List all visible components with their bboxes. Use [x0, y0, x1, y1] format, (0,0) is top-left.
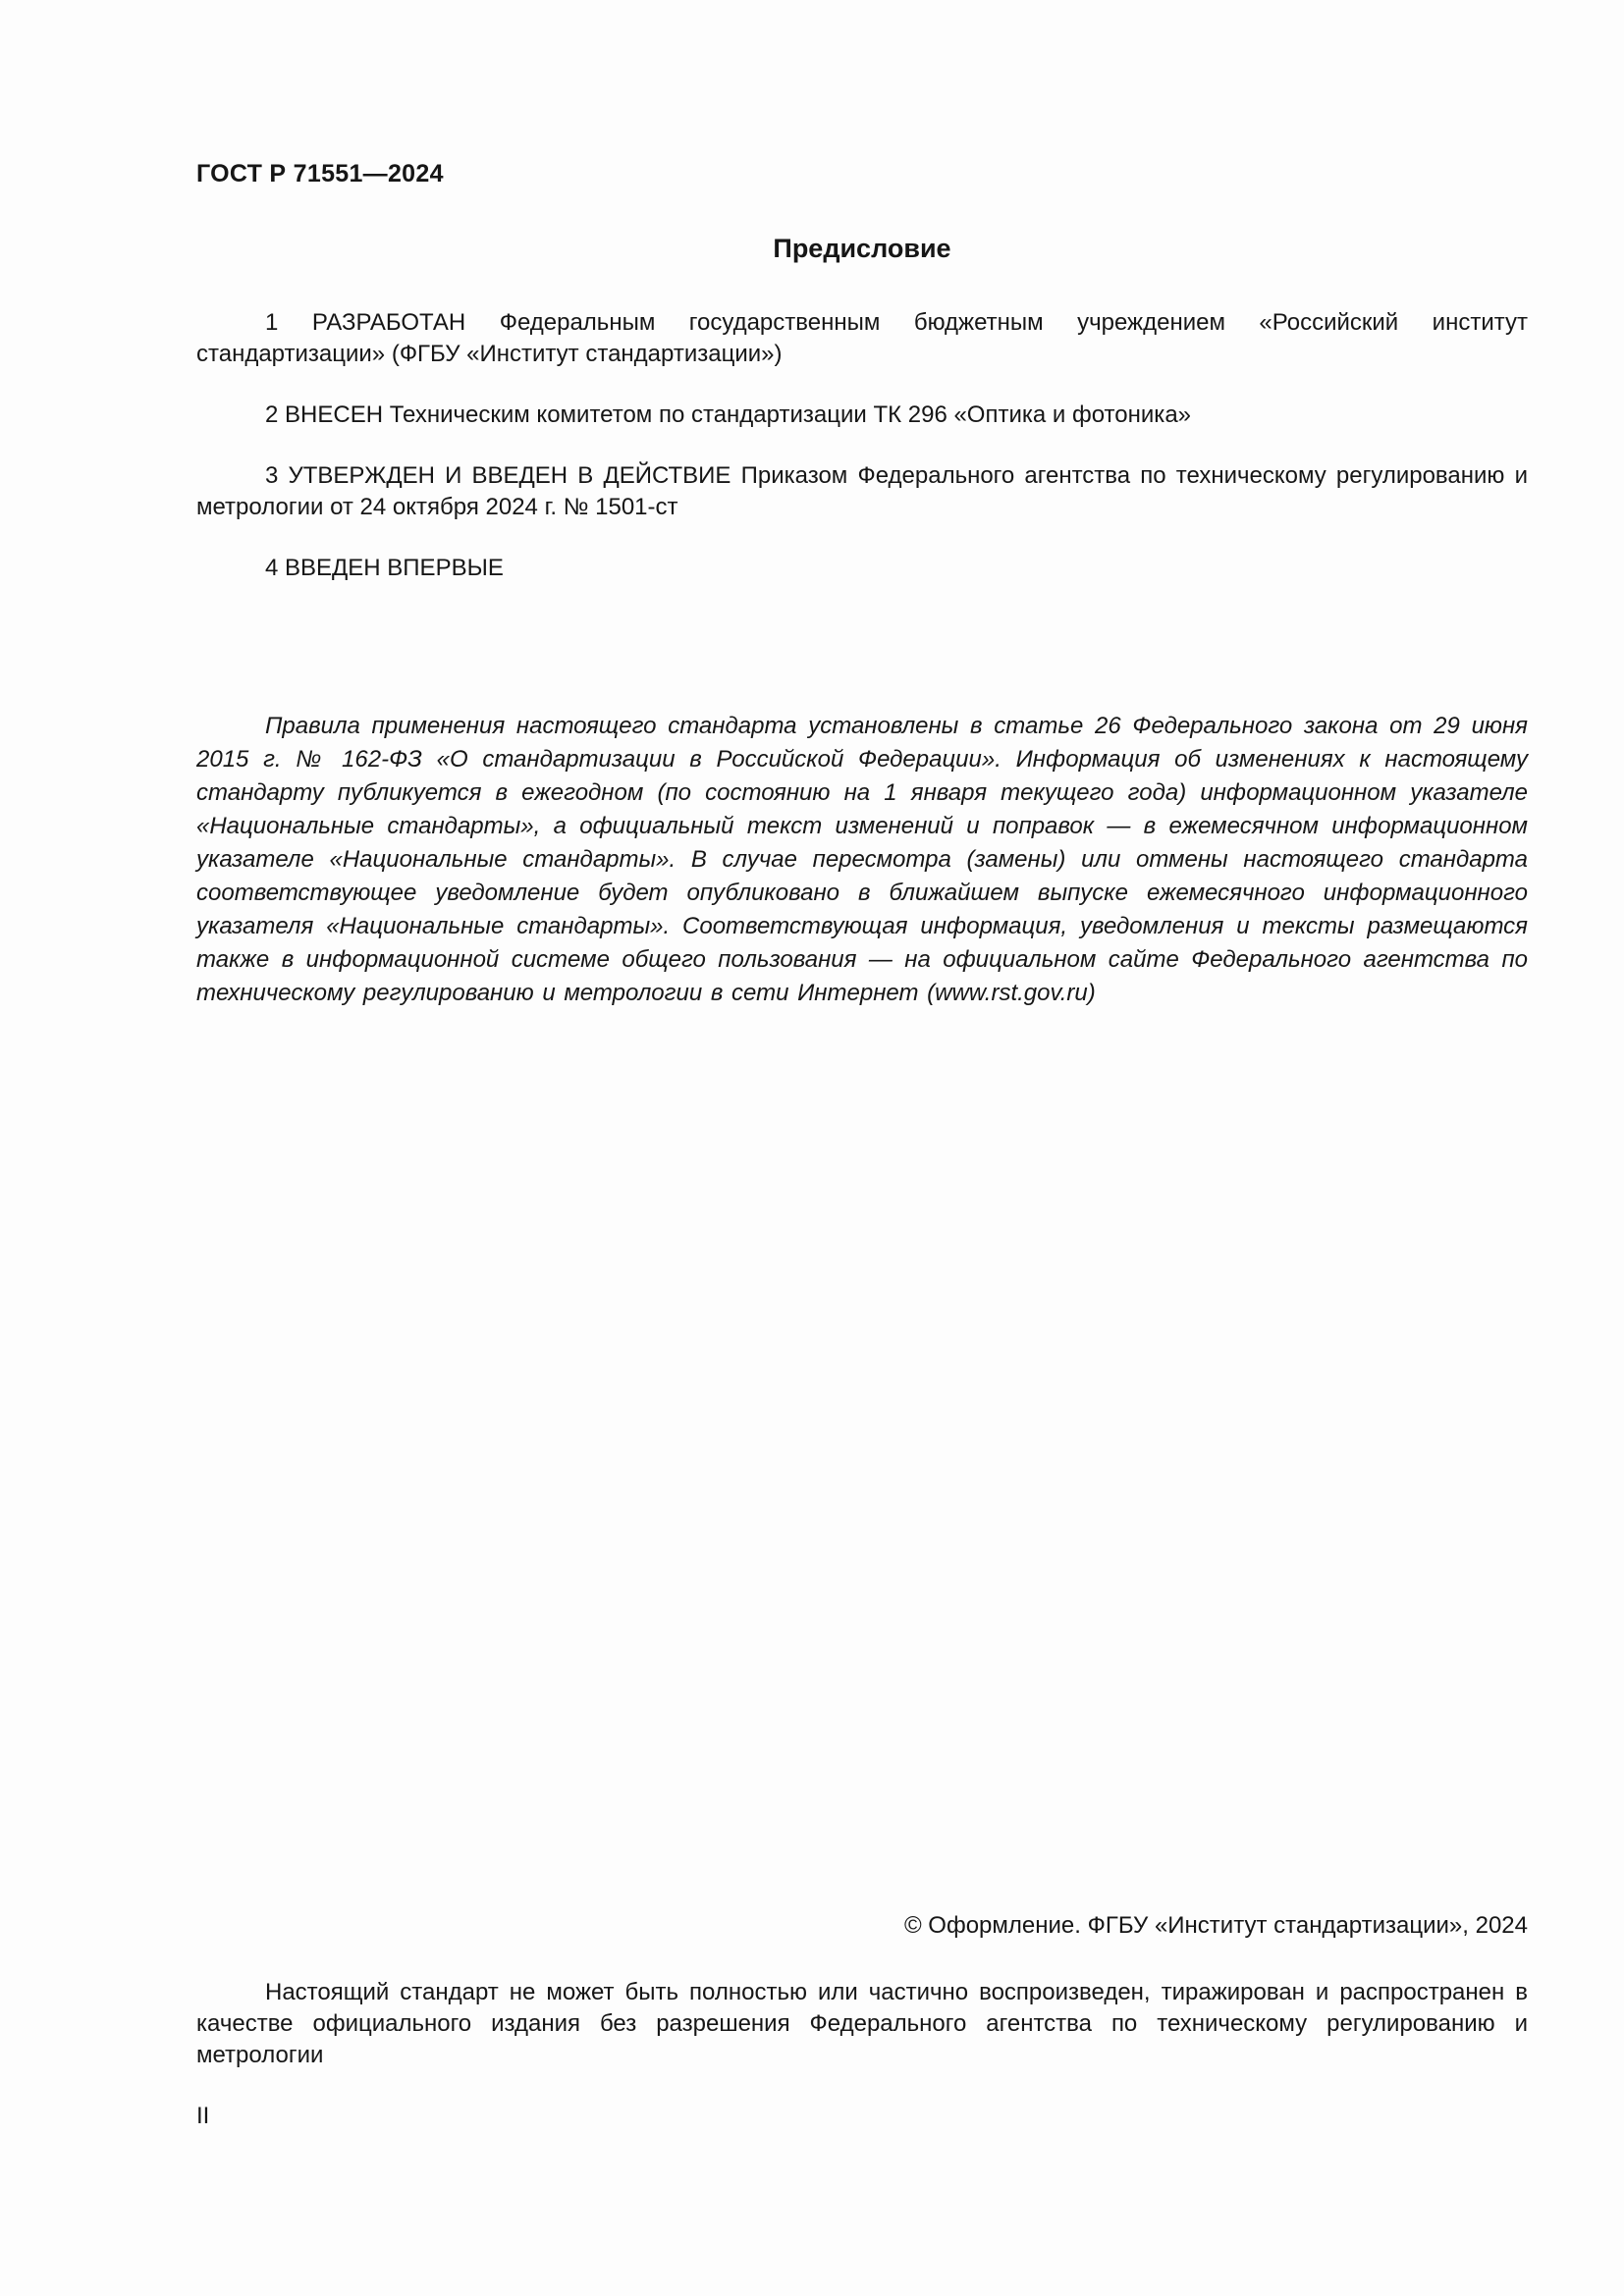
document-code: ГОСТ Р 71551—2024 [196, 160, 444, 187]
page-number: II [196, 2103, 210, 2129]
copyright-line: © Оформление. ФГБУ «Институт стандартизации», 2024 [903, 1912, 1528, 1939]
foreword-item-approved: 3 УТВЕРЖДЕН И ВВЕДЕН В ДЕЙСТВИЕ Приказом Федерального агентства по техническому регулированию и метрологии от 24 октября 2024 г. № 1501-ст [196, 462, 1528, 520]
distribution-restriction-note: Настоящий стандарт не может быть полностью или частично воспроизведен, тиражирован и распространен в качестве официального издания без разрешения Федерального агентства по техническому регулированию и метрологии [196, 1979, 1528, 2068]
legal-application-note: Правила применения настоящего стандарта установлены в статье 26 Федерального закона от 29 июня 2015 г. № 162-ФЗ «О стандартизации в Российской Федерации». Информация об изменениях к настоящему стандарту публикуется в ежегодном (по состоянию на 1 января текущего года) информационном указателе «Национальные стандарты», а официальный текст изменений и поправок — в ежемесячном информационном указателе «Национальные стандарты». В случае пересмотра (замены) или отмены настоящего стандарта соответствующее уведомление будет опубликовано в ближайшем выпуске ежемесячного информационного указателя «Национальные стандарты». Соответствующая информация, уведомления и тексты размещаются также в информационной системе общего пользования — на официальном сайте Федерального агентства по техническому регулированию и метрологии в сети Интернет (www.rst.gov.ru) [196, 713, 1528, 1006]
foreword-item-submitted: 2 ВНЕСЕН Техническим комитетом по стандартизации ТК 296 «Оптика и фотоника» [265, 401, 1192, 428]
page-content [196, 160, 1528, 1010]
foreword-item-developed: 1 РАЗРАБОТАН Федеральным государственным бюджетным учреждением «Российский институт стандартизации» (ФГБУ «Институт стандартизации») [196, 309, 1528, 367]
page-title: Предисловие [773, 234, 951, 263]
foreword-item-first-edition: 4 ВВЕДЕН ВПЕРВЫЕ [265, 555, 504, 581]
